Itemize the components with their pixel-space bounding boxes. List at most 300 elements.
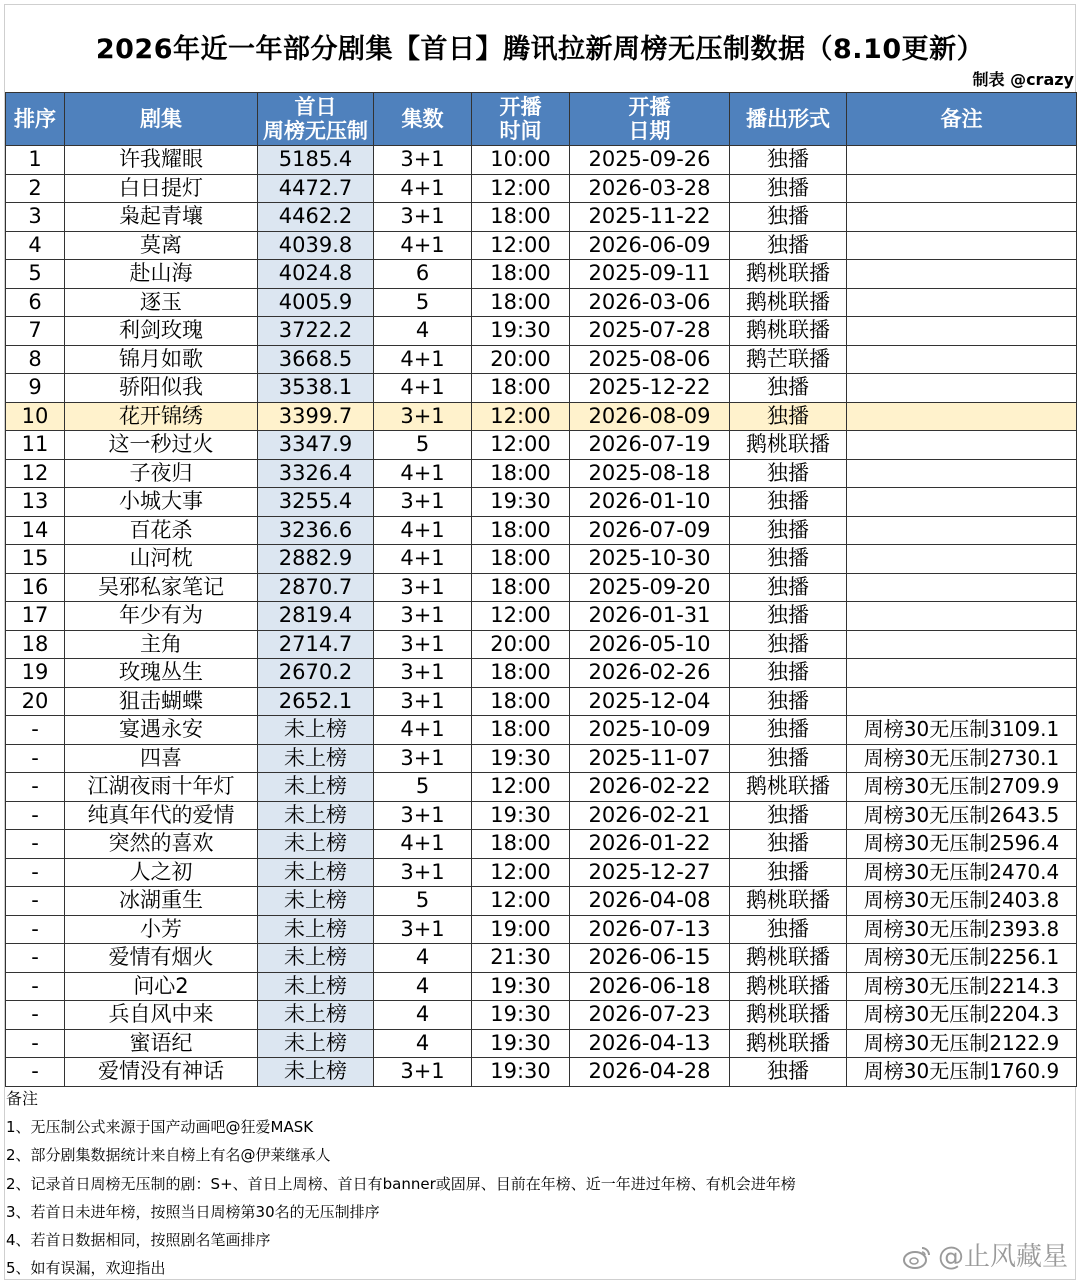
table-row [6, 1001, 1077, 1030]
watermark-text: @止风藏星 [937, 1242, 1068, 1272]
cell-format: 独播 [730, 1058, 847, 1087]
cell-remark: 周榜30无压制2596.4 [847, 830, 1077, 859]
cell-episodes: 5 [374, 773, 472, 802]
cell-format: 独播 [730, 374, 847, 403]
cell-score: 未上榜 [258, 773, 374, 802]
cell-time: 12:00 [472, 602, 570, 631]
cell-rank: - [6, 944, 65, 973]
cell-rank: - [6, 915, 65, 944]
cell-episodes: 4+1 [374, 830, 472, 859]
cell-time: 10:00 [472, 146, 570, 175]
cell-episodes: 4+1 [374, 459, 472, 488]
cell-episodes: 4 [374, 944, 472, 973]
cell-score: 3326.4 [258, 459, 374, 488]
table-row [6, 317, 1077, 346]
cell-drama: 狙击蝴蝶 [65, 687, 258, 716]
cell-episodes: 3+1 [374, 146, 472, 175]
cell-remark [847, 573, 1077, 602]
cell-remark [847, 687, 1077, 716]
header-score-line1: 首日 [294, 95, 337, 119]
cell-format: 鹅桃联播 [730, 431, 847, 460]
cell-time: 19:30 [472, 1001, 570, 1030]
cell-drama: 吴邪私家笔记 [65, 573, 258, 602]
table-row [6, 801, 1077, 830]
cell-episodes: 3+1 [374, 602, 472, 631]
cell-format: 独播 [730, 915, 847, 944]
header-time-line2: 时间 [499, 119, 542, 143]
cell-date: 2026-07-09 [570, 516, 730, 545]
cell-remark: 周榜30无压制2730.1 [847, 744, 1077, 773]
cell-episodes: 3+1 [374, 858, 472, 887]
notes-heading: 备注 [6, 1089, 39, 1108]
cell-format: 独播 [730, 203, 847, 232]
table-row [6, 459, 1077, 488]
cell-format: 鹅桃联播 [730, 972, 847, 1001]
table-row [6, 1029, 1077, 1058]
cell-rank: 15 [6, 545, 65, 574]
cell-score: 3668.5 [258, 345, 374, 374]
cell-date: 2026-07-13 [570, 915, 730, 944]
cell-date: 2026-07-19 [570, 431, 730, 460]
cell-score: 3255.4 [258, 488, 374, 517]
cell-date: 2025-10-09 [570, 716, 730, 745]
cell-date: 2026-01-22 [570, 830, 730, 859]
ranking-table [5, 92, 1077, 1087]
cell-drama: 子夜归 [65, 459, 258, 488]
cell-drama: 这一秒过火 [65, 431, 258, 460]
cell-remark [847, 459, 1077, 488]
note-item: 3、若首日未进年榜，按照当日周榜第30名的无压制排序 [6, 1202, 380, 1221]
header-drama: 剧集 [65, 93, 258, 146]
cell-remark: 周榜30无压制2393.8 [847, 915, 1077, 944]
cell-score: 未上榜 [258, 1058, 374, 1087]
table-row [6, 1058, 1077, 1087]
cell-episodes: 4+1 [374, 716, 472, 745]
cell-remark [847, 602, 1077, 631]
cell-date: 2026-01-31 [570, 602, 730, 631]
cell-drama: 主角 [65, 630, 258, 659]
cell-remark: 周榜30无压制2122.9 [847, 1029, 1077, 1058]
cell-date: 2026-05-10 [570, 630, 730, 659]
cell-time: 12:00 [472, 231, 570, 260]
cell-time: 18:00 [472, 203, 570, 232]
table-row [6, 716, 1077, 745]
table-body [6, 146, 1077, 1087]
note-item: 1、无压制公式来源于国产动画吧@狂爱MASK [6, 1118, 314, 1137]
table-row [6, 687, 1077, 716]
cell-remark [847, 231, 1077, 260]
cell-format: 独播 [730, 516, 847, 545]
cell-rank: 1 [6, 146, 65, 175]
cell-episodes: 4+1 [374, 545, 472, 574]
note-item: 2、记录首日周榜无压制的剧：S+、首日上周榜、首日有banner或固屏、目前在年榜、近一年进过年榜、有机会进年榜 [6, 1174, 796, 1193]
cell-format: 独播 [730, 830, 847, 859]
cell-date: 2026-04-28 [570, 1058, 730, 1087]
cell-episodes: 3+1 [374, 687, 472, 716]
table-row [6, 146, 1077, 175]
cell-drama: 骄阳似我 [65, 374, 258, 403]
cell-format: 独播 [730, 602, 847, 631]
cell-time: 19:00 [472, 915, 570, 944]
cell-rank: 3 [6, 203, 65, 232]
cell-score: 未上榜 [258, 1029, 374, 1058]
cell-score: 未上榜 [258, 744, 374, 773]
note-item: 2、部分剧集数据统计来自榜上有名@伊莱继承人 [6, 1146, 331, 1165]
cell-episodes: 4 [374, 1001, 472, 1030]
table-row [6, 288, 1077, 317]
cell-remark [847, 317, 1077, 346]
cell-drama: 莫离 [65, 231, 258, 260]
cell-episodes: 3+1 [374, 744, 472, 773]
table-row [6, 260, 1077, 289]
cell-score: 3236.6 [258, 516, 374, 545]
header-format: 播出形式 [730, 93, 847, 146]
cell-remark [847, 374, 1077, 403]
cell-remark: 周榜30无压制2643.5 [847, 801, 1077, 830]
page-title: 2026年近一年部分剧集【首日】腾讯拉新周榜无压制数据（8.10更新） [95, 34, 985, 65]
cell-date: 2025-09-11 [570, 260, 730, 289]
cell-drama: 江湖夜雨十年灯 [65, 773, 258, 802]
table-row [6, 573, 1077, 602]
cell-episodes: 3+1 [374, 573, 472, 602]
cell-rank: 8 [6, 345, 65, 374]
cell-drama: 兵自风中来 [65, 1001, 258, 1030]
cell-rank: 19 [6, 659, 65, 688]
cell-date: 2025-12-04 [570, 687, 730, 716]
cell-remark [847, 659, 1077, 688]
cell-score: 3399.7 [258, 402, 374, 431]
cell-episodes: 4 [374, 317, 472, 346]
header-date [570, 93, 730, 146]
cell-remark [847, 345, 1077, 374]
cell-drama: 山河枕 [65, 545, 258, 574]
cell-format: 独播 [730, 801, 847, 830]
table-row [6, 174, 1077, 203]
cell-format: 鹅桃联播 [730, 1029, 847, 1058]
table-row [6, 345, 1077, 374]
cell-date: 2026-03-28 [570, 174, 730, 203]
cell-format: 独播 [730, 545, 847, 574]
cell-format: 鹅桃联播 [730, 317, 847, 346]
table-row [6, 545, 1077, 574]
cell-drama: 花开锦绣 [65, 402, 258, 431]
header-date-line2: 日期 [628, 119, 671, 143]
cell-rank: - [6, 1029, 65, 1058]
cell-rank: 5 [6, 260, 65, 289]
cell-rank: 13 [6, 488, 65, 517]
cell-episodes: 3+1 [374, 801, 472, 830]
cell-format: 独播 [730, 630, 847, 659]
table-row [6, 887, 1077, 916]
cell-episodes: 4+1 [374, 231, 472, 260]
table-row [6, 431, 1077, 460]
cell-date: 2026-06-15 [570, 944, 730, 973]
cell-date: 2025-07-28 [570, 317, 730, 346]
cell-time: 21:30 [472, 944, 570, 973]
cell-score: 4462.2 [258, 203, 374, 232]
cell-remark: 周榜30无压制2709.9 [847, 773, 1077, 802]
cell-score: 未上榜 [258, 1001, 374, 1030]
cell-remark [847, 402, 1077, 431]
cell-time: 18:00 [472, 545, 570, 574]
cell-time: 18:00 [472, 716, 570, 745]
cell-time: 19:30 [472, 488, 570, 517]
cell-episodes: 3+1 [374, 659, 472, 688]
table-row [6, 915, 1077, 944]
header-time-line1: 开播 [499, 95, 542, 119]
cell-rank: 14 [6, 516, 65, 545]
cell-rank: - [6, 972, 65, 1001]
cell-score: 未上榜 [258, 944, 374, 973]
cell-date: 2026-06-09 [570, 231, 730, 260]
cell-time: 12:00 [472, 431, 570, 460]
cell-drama: 蜜语纪 [65, 1029, 258, 1058]
cell-remark: 周榜30无压制2214.3 [847, 972, 1077, 1001]
cell-episodes: 4+1 [374, 516, 472, 545]
cell-remark [847, 630, 1077, 659]
notes-section [6, 1085, 796, 1282]
cell-time: 19:30 [472, 744, 570, 773]
cell-rank: 4 [6, 231, 65, 260]
cell-drama: 逐玉 [65, 288, 258, 317]
cell-rank: 18 [6, 630, 65, 659]
cell-format: 独播 [730, 687, 847, 716]
table-row [6, 203, 1077, 232]
cell-drama: 突然的喜欢 [65, 830, 258, 859]
header-score [258, 93, 374, 146]
cell-score: 2882.9 [258, 545, 374, 574]
cell-score: 2714.7 [258, 630, 374, 659]
cell-format: 鹅桃联播 [730, 773, 847, 802]
cell-remark [847, 288, 1077, 317]
cell-date: 2026-04-08 [570, 887, 730, 916]
cell-remark [847, 545, 1077, 574]
cell-drama: 问心2 [65, 972, 258, 1001]
table-row [6, 516, 1077, 545]
cell-date: 2026-04-13 [570, 1029, 730, 1058]
cell-drama: 白日提灯 [65, 174, 258, 203]
table-row [6, 374, 1077, 403]
cell-date: 2025-11-22 [570, 203, 730, 232]
cell-date: 2026-03-06 [570, 288, 730, 317]
cell-episodes: 4+1 [374, 345, 472, 374]
cell-time: 12:00 [472, 887, 570, 916]
cell-drama: 爱情没有神话 [65, 1058, 258, 1087]
cell-format: 鹅桃联播 [730, 944, 847, 973]
cell-score: 未上榜 [258, 830, 374, 859]
cell-score: 2652.1 [258, 687, 374, 716]
cell-remark: 周榜30无压制3109.1 [847, 716, 1077, 745]
cell-remark: 周榜30无压制2256.1 [847, 944, 1077, 973]
cell-remark [847, 146, 1077, 175]
cell-score: 未上榜 [258, 801, 374, 830]
cell-score: 未上榜 [258, 972, 374, 1001]
cell-episodes: 4 [374, 1029, 472, 1058]
cell-rank: - [6, 1058, 65, 1087]
cell-format: 鹅桃联播 [730, 288, 847, 317]
cell-date: 2025-09-20 [570, 573, 730, 602]
cell-time: 19:30 [472, 1058, 570, 1087]
cell-format: 独播 [730, 459, 847, 488]
table-header-row [6, 93, 1077, 146]
cell-episodes: 5 [374, 288, 472, 317]
cell-episodes: 3+1 [374, 630, 472, 659]
cell-drama: 人之初 [65, 858, 258, 887]
cell-rank: 16 [6, 573, 65, 602]
cell-score: 4039.8 [258, 231, 374, 260]
cell-rank: 10 [6, 402, 65, 431]
cell-time: 19:30 [472, 801, 570, 830]
cell-time: 18:00 [472, 830, 570, 859]
cell-time: 18:00 [472, 374, 570, 403]
cell-drama: 赴山海 [65, 260, 258, 289]
cell-format: 独播 [730, 146, 847, 175]
header-remark: 备注 [847, 93, 1077, 146]
table-row [6, 972, 1077, 1001]
cell-drama: 四喜 [65, 744, 258, 773]
table-row [6, 944, 1077, 973]
cell-drama: 纯真年代的爱情 [65, 801, 258, 830]
header-rank: 排序 [6, 93, 65, 146]
cell-rank: - [6, 801, 65, 830]
cell-format: 独播 [730, 659, 847, 688]
cell-remark [847, 516, 1077, 545]
cell-drama: 许我耀眼 [65, 146, 258, 175]
table-row [6, 744, 1077, 773]
cell-time: 20:00 [472, 630, 570, 659]
cell-date: 2026-07-23 [570, 1001, 730, 1030]
cell-time: 18:00 [472, 459, 570, 488]
cell-drama: 宴遇永安 [65, 716, 258, 745]
table-row [6, 773, 1077, 802]
cell-date: 2025-12-22 [570, 374, 730, 403]
cell-format: 独播 [730, 716, 847, 745]
cell-drama: 爱情有烟火 [65, 944, 258, 973]
cell-episodes: 6 [374, 260, 472, 289]
cell-episodes: 5 [374, 887, 472, 916]
note-item: 4、若首日数据相同，按照剧名笔画排序 [6, 1231, 271, 1250]
cell-remark: 周榜30无压制2204.3 [847, 1001, 1077, 1030]
cell-time: 18:00 [472, 260, 570, 289]
cell-score: 5185.4 [258, 146, 374, 175]
cell-score: 2670.2 [258, 659, 374, 688]
cell-rank: - [6, 887, 65, 916]
cell-time: 18:00 [472, 516, 570, 545]
note-item: 5、如有误漏，欢迎指出 [6, 1259, 166, 1278]
cell-rank: - [6, 858, 65, 887]
weibo-icon [902, 1244, 932, 1270]
cell-drama: 玫瑰丛生 [65, 659, 258, 688]
cell-remark: 周榜30无压制2403.8 [847, 887, 1077, 916]
cell-time: 19:30 [472, 972, 570, 1001]
table-row [6, 402, 1077, 431]
cell-drama: 百花杀 [65, 516, 258, 545]
cell-score: 未上榜 [258, 887, 374, 916]
cell-rank: 6 [6, 288, 65, 317]
cell-episodes: 5 [374, 431, 472, 460]
cell-rank: 12 [6, 459, 65, 488]
cell-rank: - [6, 744, 65, 773]
cell-date: 2026-02-22 [570, 773, 730, 802]
cell-remark [847, 203, 1077, 232]
table-row [6, 488, 1077, 517]
table-row [6, 630, 1077, 659]
cell-rank: 17 [6, 602, 65, 631]
cell-time: 19:30 [472, 317, 570, 346]
cell-score: 3347.9 [258, 431, 374, 460]
cell-episodes: 3+1 [374, 1058, 472, 1087]
cell-date: 2026-02-21 [570, 801, 730, 830]
cell-episodes: 4+1 [374, 174, 472, 203]
cell-time: 18:00 [472, 687, 570, 716]
cell-remark [847, 174, 1077, 203]
cell-date: 2026-08-09 [570, 402, 730, 431]
cell-date: 2026-02-26 [570, 659, 730, 688]
cell-date: 2025-10-30 [570, 545, 730, 574]
header-time [472, 93, 570, 146]
header-date-line1: 开播 [628, 95, 671, 119]
table-row [6, 231, 1077, 260]
cell-score: 2819.4 [258, 602, 374, 631]
cell-format: 独播 [730, 744, 847, 773]
cell-date: 2025-11-07 [570, 744, 730, 773]
cell-time: 18:00 [472, 659, 570, 688]
cell-rank: - [6, 1001, 65, 1030]
cell-rank: - [6, 830, 65, 859]
cell-drama: 小城大事 [65, 488, 258, 517]
cell-time: 12:00 [472, 773, 570, 802]
table-row [6, 602, 1077, 631]
cell-score: 4024.8 [258, 260, 374, 289]
cell-score: 2870.7 [258, 573, 374, 602]
cell-rank: 11 [6, 431, 65, 460]
cell-rank: - [6, 716, 65, 745]
cell-format: 独播 [730, 488, 847, 517]
cell-time: 12:00 [472, 858, 570, 887]
cell-score: 4472.7 [258, 174, 374, 203]
cell-format: 独播 [730, 573, 847, 602]
cell-remark [847, 488, 1077, 517]
cell-drama: 小芳 [65, 915, 258, 944]
header-episodes: 集数 [374, 93, 472, 146]
cell-episodes: 3+1 [374, 488, 472, 517]
cell-score: 3722.2 [258, 317, 374, 346]
cell-remark: 周榜30无压制2470.4 [847, 858, 1077, 887]
cell-time: 18:00 [472, 573, 570, 602]
cell-episodes: 3+1 [374, 915, 472, 944]
cell-rank: - [6, 773, 65, 802]
cell-date: 2026-01-10 [570, 488, 730, 517]
table-row [6, 659, 1077, 688]
cell-format: 鹅桃联播 [730, 1001, 847, 1030]
cell-episodes: 4+1 [374, 374, 472, 403]
cell-date: 2025-12-27 [570, 858, 730, 887]
cell-remark: 周榜30无压制1760.9 [847, 1058, 1077, 1087]
cell-time: 12:00 [472, 402, 570, 431]
cell-time: 20:00 [472, 345, 570, 374]
cell-format: 独播 [730, 174, 847, 203]
cell-format: 鹅桃联播 [730, 887, 847, 916]
cell-score: 未上榜 [258, 915, 374, 944]
cell-remark [847, 431, 1077, 460]
cell-date: 2025-09-26 [570, 146, 730, 175]
cell-format: 独播 [730, 858, 847, 887]
cell-episodes: 3+1 [374, 402, 472, 431]
cell-drama: 枭起青壤 [65, 203, 258, 232]
cell-remark [847, 260, 1077, 289]
cell-format: 独播 [730, 402, 847, 431]
cell-rank: 7 [6, 317, 65, 346]
